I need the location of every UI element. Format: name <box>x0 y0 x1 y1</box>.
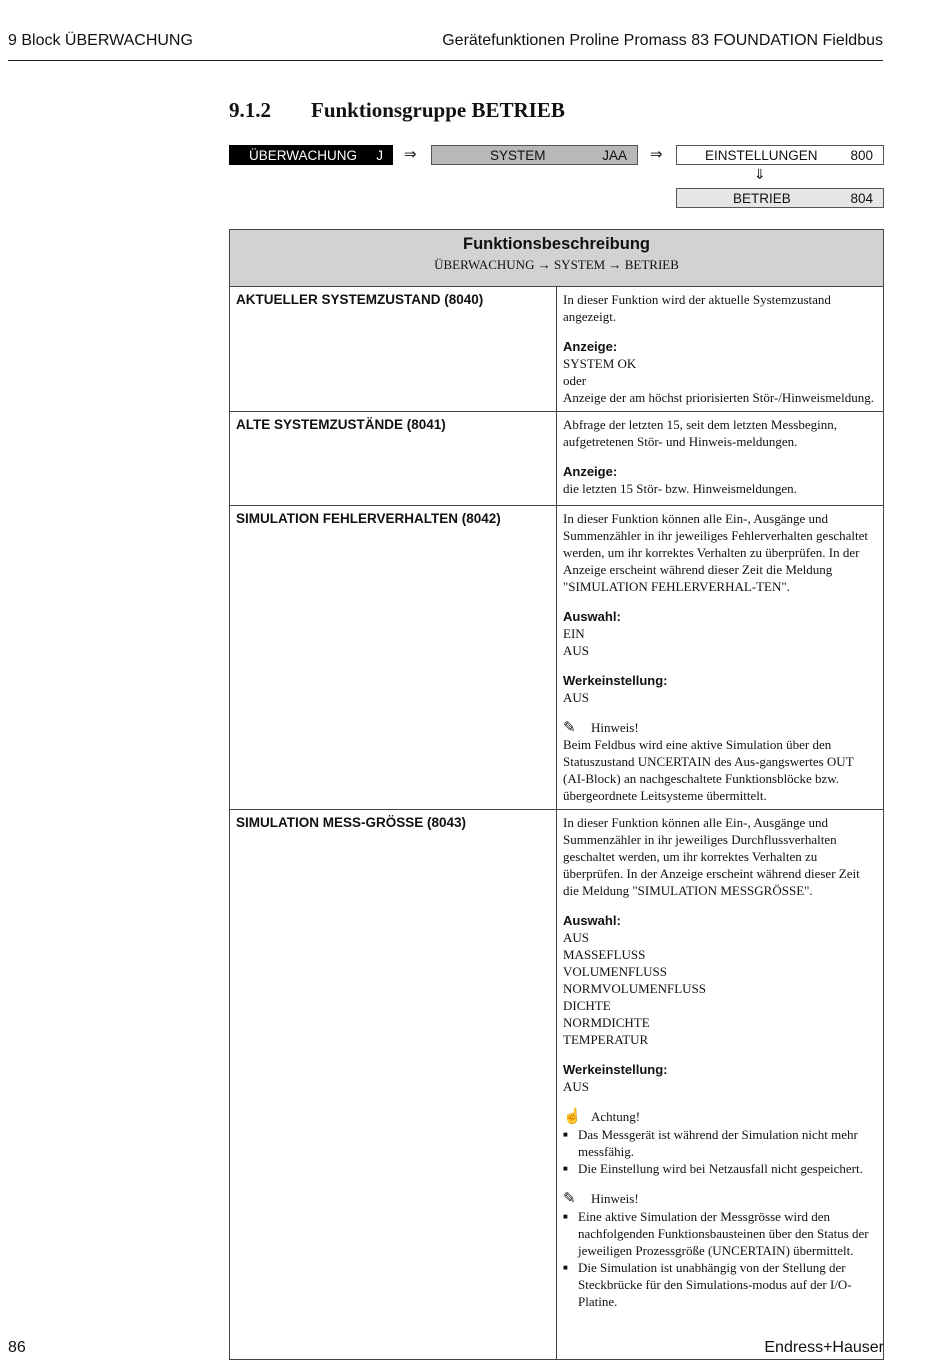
selection-block <box>563 608 877 659</box>
function-description <box>557 287 884 412</box>
nav-code: 804 <box>850 190 873 206</box>
display-value: oder <box>563 373 587 388</box>
nav-block-einstellungen <box>676 145 884 165</box>
pencil-note-icon: ✎ <box>563 719 576 736</box>
nav-label: SYSTEM <box>490 147 546 163</box>
nav-label: ÜBERWACHUNG <box>249 147 358 163</box>
hand-warning-icon: ☝ <box>563 1109 582 1125</box>
caution-item: ■ Das Messgerät ist während der Simulation nicht mehr messfähig. <box>563 1126 877 1160</box>
document-title: Gerätefunktionen Proline Promass 83 FOUNDATION Fieldbus <box>442 32 883 49</box>
brand-name: Endress+Hauser <box>764 1339 884 1356</box>
nav-label: EINSTELLUNGEN <box>705 147 818 163</box>
caution-label: Achtung! <box>591 1109 641 1124</box>
selection-option: TEMPERATUR <box>563 1032 649 1047</box>
nav-code: 800 <box>850 147 873 163</box>
nav-block-betrieb <box>676 188 884 208</box>
function-description <box>557 506 884 810</box>
description-text: In dieser Funktion können alle Ein-, Ausgänge und Summenzähler in ihr jeweiliges Fehlerverhalten geschaltet werden, um ihr korrektes Verhalten zu überprüfen. In der Anzeige erscheint während dieser Zeit die Meldung "SIMULATION FEHLERVERHAL-TEN". <box>563 511 869 594</box>
display-value: Anzeige der am höchst priorisierten Stör-/Hinweismeldung. <box>563 390 874 405</box>
selection-option: NORMDICHTE <box>563 1015 650 1030</box>
display-value: SYSTEM OK <box>563 356 637 371</box>
selection-label: Auswahl: <box>563 609 621 624</box>
function-description <box>557 412 884 506</box>
factory-setting-label: Werkeinstellung: <box>563 673 668 688</box>
note-item: ■ Die Simulation ist unabhängig von der Stellung der Steckbrücke für den Simulations-modus auf der I/O-Platine. <box>563 1259 877 1310</box>
note-item: ■ Eine aktive Simulation der Messgrösse wird den nachfolgenden Funktionsbausteinen über den Status der jeweiligen Prozessgröße (UNCERTAIN) übermittelt. <box>563 1208 877 1259</box>
table-row <box>230 287 884 412</box>
display-label: Anzeige: <box>563 464 618 479</box>
factory-setting-block <box>563 1061 877 1095</box>
factory-setting-value: AUS <box>563 1079 590 1094</box>
page-number: 86 <box>8 1339 26 1356</box>
function-description <box>557 810 884 1360</box>
caution-item: ■ Die Einstellung wird bei Netzausfall nicht gespeichert. <box>563 1160 877 1177</box>
note-text: Beim Feldbus wird eine aktive Simulation über den Statuszustand UNCERTAIN des Aus-gangswertes OUT (AI-Block) an nachgeschaltete Funktionsblöcke bzw. übergeordnete Leitsysteme übermittelt. <box>563 737 854 803</box>
display-value: die letzten 15 Stör- bzw. Hinweismeldungen. <box>563 481 797 496</box>
display-label: Anzeige: <box>563 339 618 354</box>
function-name: AKTUELLER SYSTEMZUSTAND (8040) <box>230 287 557 412</box>
section-number: 9.1.2 <box>229 98 271 122</box>
table-row <box>230 506 884 810</box>
arrow-down-icon: ⇓ <box>754 166 766 182</box>
selection-option: MASSEFLUSS <box>563 947 646 962</box>
table-header <box>230 230 884 287</box>
nav-block-system <box>431 145 638 165</box>
arrow-right-icon: ⇒ <box>650 146 663 163</box>
selection-option: AUS <box>563 930 590 945</box>
table-row <box>230 810 884 1360</box>
nav-code: J <box>376 147 383 163</box>
selection-block <box>563 912 877 1048</box>
display-block <box>563 463 877 497</box>
description-text: In dieser Funktion können alle Ein-, Ausgänge und Summenzähler in ihr jeweiliges Durchflussverhalten geschaltet werden, um ihr korrektes Verhalten zu überprüfen. In der Anzeige erscheint während dieser Zeit die Meldung "SIMULATION MESSGRÖSSE". <box>563 815 860 898</box>
section-heading: Funktionsgruppe BETRIEB <box>311 98 565 122</box>
pencil-note-icon: ✎ <box>563 1191 576 1207</box>
factory-setting-label: Werkeinstellung: <box>563 1062 668 1077</box>
selection-option: AUS <box>563 643 590 658</box>
arrow-right-icon: ⇒ <box>404 146 417 163</box>
function-name: SIMULATION MESS-GRÖSSE (8043) <box>230 810 557 1360</box>
selection-option: EIN <box>563 626 585 641</box>
factory-setting-block <box>563 672 877 706</box>
section-title <box>229 98 565 123</box>
selection-option: VOLUMENFLUSS <box>563 964 668 979</box>
table-path: ÜBERWACHUNG → SYSTEM → BETRIEB <box>434 257 679 272</box>
note-label: Hinweis! <box>591 1191 639 1206</box>
nav-block-ueberwachung <box>229 145 393 165</box>
selection-option: DICHTE <box>563 998 611 1013</box>
chapter-heading: 9 Block ÜBERWACHUNG <box>8 32 193 49</box>
page-header <box>8 30 883 61</box>
display-block <box>563 338 877 406</box>
nav-label: BETRIEB <box>733 190 791 206</box>
description-text: Abfrage der letzten 15, seit dem letzten Messbeginn, aufgetretenen Stör- und Hinweis-meldungen. <box>563 417 837 449</box>
note-label: Hinweis! <box>591 720 639 735</box>
table-row <box>230 412 884 506</box>
function-name: SIMULATION FEHLERVERHALTEN (8042) <box>230 506 557 810</box>
factory-setting-value: AUS <box>563 690 590 705</box>
description-text: In dieser Funktion wird der aktuelle Systemzustand angezeigt. <box>563 292 831 324</box>
selection-label: Auswahl: <box>563 913 621 928</box>
caution-block <box>563 1108 877 1177</box>
note-block <box>563 1190 877 1310</box>
table-title: Funktionsbeschreibung <box>462 235 650 253</box>
selection-option: NORMVOLUMENFLUSS <box>563 981 707 996</box>
nav-code: JAA <box>602 147 627 163</box>
function-table <box>229 229 884 1360</box>
note-block <box>563 719 877 804</box>
function-name: ALTE SYSTEMZUSTÄNDE (8041) <box>230 412 557 506</box>
